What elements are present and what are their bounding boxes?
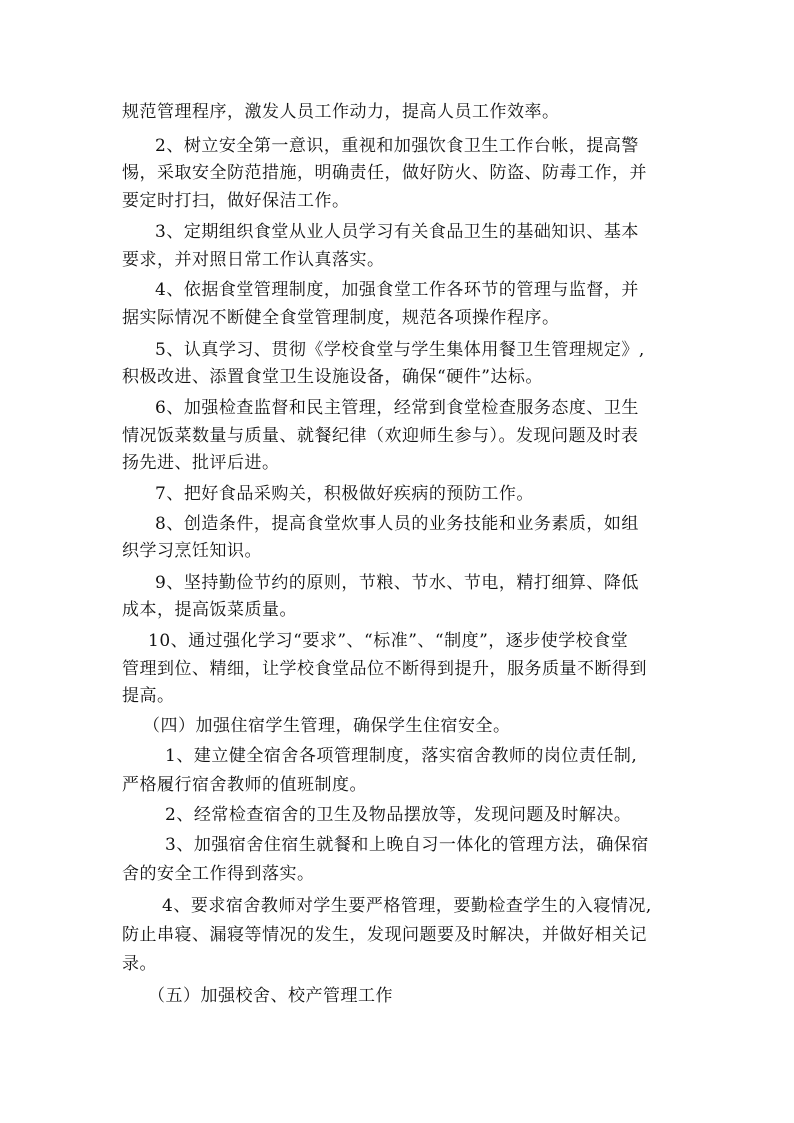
text-line: 要定时打扫，做好保洁工作。 [122,191,350,211]
text-line: 舍的安全工作得到落实。 [122,864,315,884]
text-line: 2、经常检查宿舍的卫生及物品摆放等，发现问题及时解决。 [165,805,632,825]
text-line: 规范管理程序，激发人员工作动力，提高人员工作效率。 [122,102,560,122]
text-line: 惕，采取安全防范措施，明确责任，做好防火、防盗、防毒工作，并 [122,163,647,183]
text-line: 积极改进、添置食堂卫生设施设备，确保“硬件”达标。 [122,367,543,387]
text-line: 严格履行宿舍教师的值班制度。 [122,775,367,795]
text-line: 5、认真学习、贯彻《学校食堂与学生集体用餐卫生管理规定》, [155,340,645,360]
section-heading: （四）加强住宿学生管理，确保学生住宿安全。 [143,716,511,736]
text-line: 据实际情况不断健全食堂管理制度，规范各项操作程序。 [122,308,560,328]
text-line: 扬先进、批评后进。 [122,453,280,473]
text-line: 3、定期组织食堂从业人员学习有关食品卫生的基础知识、基本 [155,222,639,242]
text-line: 提高。 [122,686,175,706]
text-line: 防止串寝、漏寝等情况的发生，发现问题要及时解决，并做好相关记 [122,925,647,945]
text-line: 4、依据食堂管理制度，加强食堂工作各环节的管理与监督，并 [155,280,639,300]
text-line: 情况饭菜数量与质量、就餐纪律（欢迎师生参与）。发现问题及时表 [122,426,639,446]
text-line: 录。 [122,954,157,974]
text-line: 4、要求宿舍教师对学生要严格管理，要勤检查学生的入寝情况, [162,896,652,916]
text-line: 2、树立安全第一意识，重视和加强饮食卫生工作台帐，提高警 [155,136,639,156]
text-line: 管理到位、精细，让学校食堂品位不断得到提升，服务质量不断得到 [122,659,647,679]
text-line: 10、通过强化学习“要求”、“标准”、“制度”，逐步使学校食堂 [148,631,629,651]
text-line: 成本，提高饭菜质量。 [122,600,297,620]
section-heading: （五）加强校舍、校产管理工作 [148,986,393,1006]
text-line: 6、加强检查监督和民主管理，经常到食堂检查服务态度、卫生 [155,398,639,418]
text-line: 1、建立健全宿舍各项管理制度，落实宿舍教师的岗位责任制, [165,746,638,766]
text-line: 3、加强宿舍住宿生就餐和上晚自习一体化的管理方法，确保宿 [165,835,649,855]
text-line: 7、把好食品采购关，积极做好疾病的预防工作。 [155,484,534,504]
text-line: 织学习烹饪知识。 [122,541,262,561]
text-line: 8、创造条件，提高食堂炊事人员的业务技能和业务素质，如组 [155,514,639,534]
text-line: 要求，并对照日常工作认真落实。 [122,250,385,270]
text-line: 9、坚持勤俭节约的原则，节粮、节水、节电，精打细算、降低 [155,573,639,593]
